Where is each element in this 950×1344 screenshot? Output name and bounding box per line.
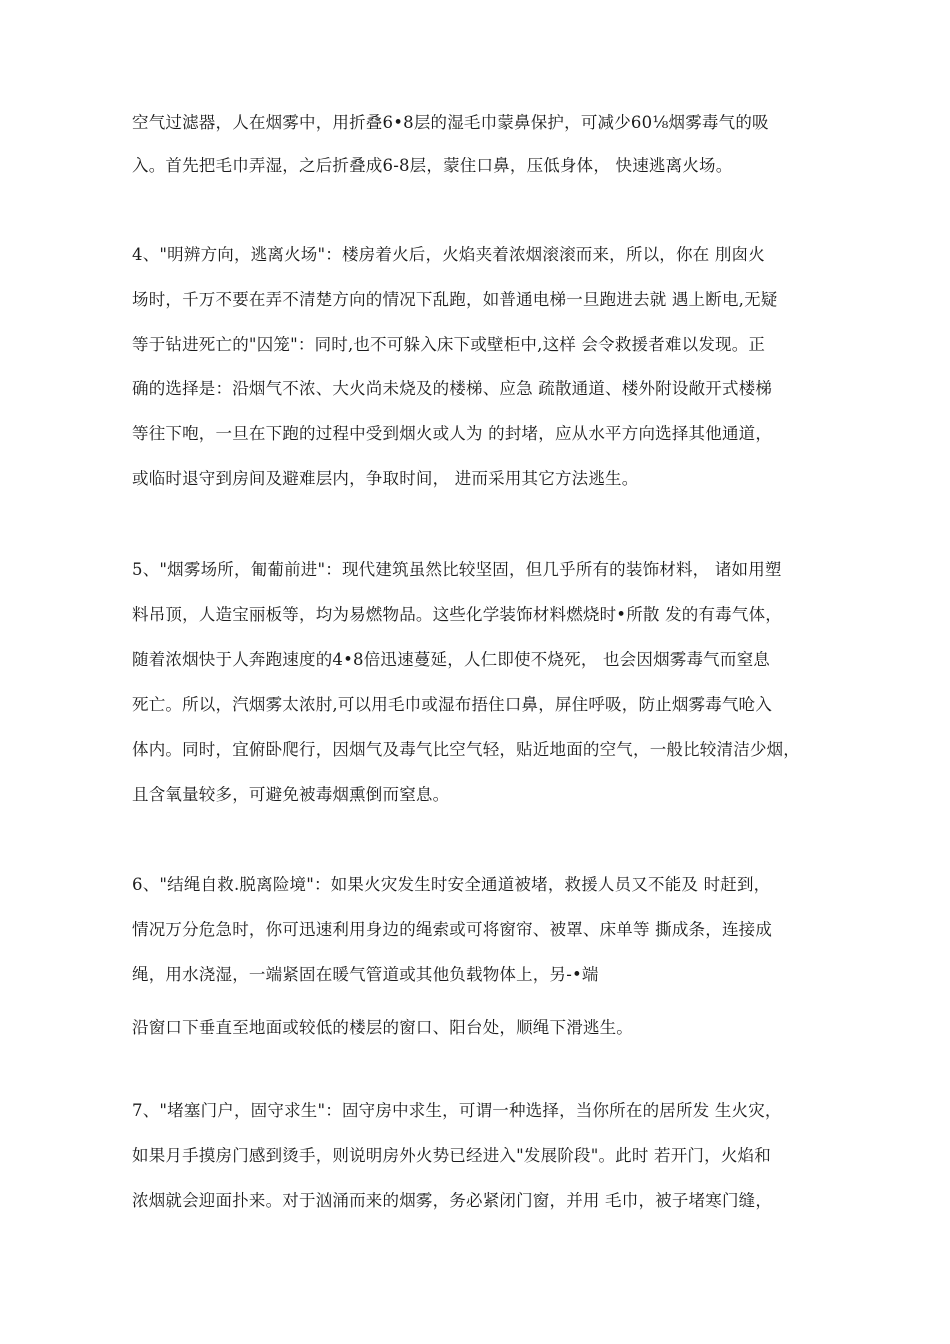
paragraph-5-line-4: 死亡。所以，汽烟雾太浓肘,可以用毛巾或湿布捂住口鼻，屏住呼吸，防止烟雾毒气呛入 <box>132 695 773 714</box>
paragraph-7-line-1: 7、"堵塞门户，固守求生"：固守房中求生，可谓一种选择，当你所在的居所发 生火灾， <box>132 1101 782 1120</box>
paragraph-5-line-6: 且含氧量较多，可避免被毒烟熏倒而窒息。 <box>132 785 450 804</box>
paragraph-4-line-5: 等往下咆，一旦在下跑的过程中受到烟火或人为 的封堵，应从水平方向选择其他通道， <box>132 424 773 443</box>
paragraph-5-line-5: 体内。同时，宜俯卧爬行，因烟气及毒气比空气轻，贴近地面的空气，一般比较清洁少烟， <box>132 740 800 759</box>
paragraph-4-line-3: 等于钻进死亡的"囚笼"：同时,也不可躲入床下或壁柜中,这样 会令救援者难以发现。正 <box>132 335 766 354</box>
paragraph-7-line-2: 如果月手摸房门感到烫手，则说明房外火势已经进入"发展阶段"。此时 若开门，火焰和 <box>132 1146 771 1165</box>
paragraph-5-line-1: 5、"烟雾场所，匍葡前进"：现代建筑虽然比较坚固，但几乎所有的装饰材料， 诸如用塑 <box>132 560 782 579</box>
paragraph-3-line-1: 空气过滤器，人在烟雾中，用折叠6•8层的湿毛巾蒙鼻保护，可减少60⅛烟雾毒气的吸 <box>132 113 769 132</box>
paragraph-6-line-2: 情况万分危急时，你可迅速利用身边的绳索或可将窗帘、被罩、床单等 撕成条，连接成 <box>132 920 773 939</box>
paragraph-6-line-1: 6、"结绳自救.脱离险境"：如果火灾发生时安全通道被堵，救援人员又不能及 时赶到， <box>132 875 771 894</box>
paragraph-6-line-4: 沿窗口下垂直至地面或较低的楼层的窗口、阳台处，顺绳下滑逃生。 <box>132 1018 633 1037</box>
paragraph-6-line-3: 绳，用水浇湿，一端紧固在暖气管道或其他负载物体上，另-•端 <box>132 965 599 984</box>
paragraph-4-line-6: 或临时退守到房间及避难层内，争取时间， 进而采用其它方法逃生。 <box>132 469 639 488</box>
paragraph-7-line-3: 浓烟就会迎面扑来。对于汹涌而来的烟雾，务必紧闭门窗，并用 毛巾，被子堵寒门缝， <box>132 1191 773 1210</box>
paragraph-3-line-2: 入。首先把毛巾弄湿，之后折叠成6-8层，蒙住口鼻，压低身体， 快速逃离火场。 <box>132 156 733 175</box>
paragraph-4-line-4: 确的选择是：沿烟气不浓、大火尚未烧及的楼梯、应急 疏散通道、楼外附设敞开式楼梯 <box>132 379 773 398</box>
paragraph-5-line-2: 料吊顶，人造宝丽板等，均为易燃物品。这些化学装饰材料燃烧时•所散 发的有毒气体， <box>132 605 782 624</box>
paragraph-4-line-1: 4、"明辨方向，逃离火场"：楼房着火后，火焰夹着浓烟滚滚而来，所以，你在 刖囱火 <box>132 245 765 264</box>
paragraph-4-line-2: 场时，千万不要在弄不清楚方向的情况下乱跑，如普通电梯一旦跑进去就 遇上断电,无疑 <box>132 290 778 309</box>
paragraph-5-line-3: 随着浓烟快于人奔跑速度的4•8倍迅速蔓延，人仁即使不烧死， 也会因烟雾毒气而窒息 <box>132 650 770 669</box>
